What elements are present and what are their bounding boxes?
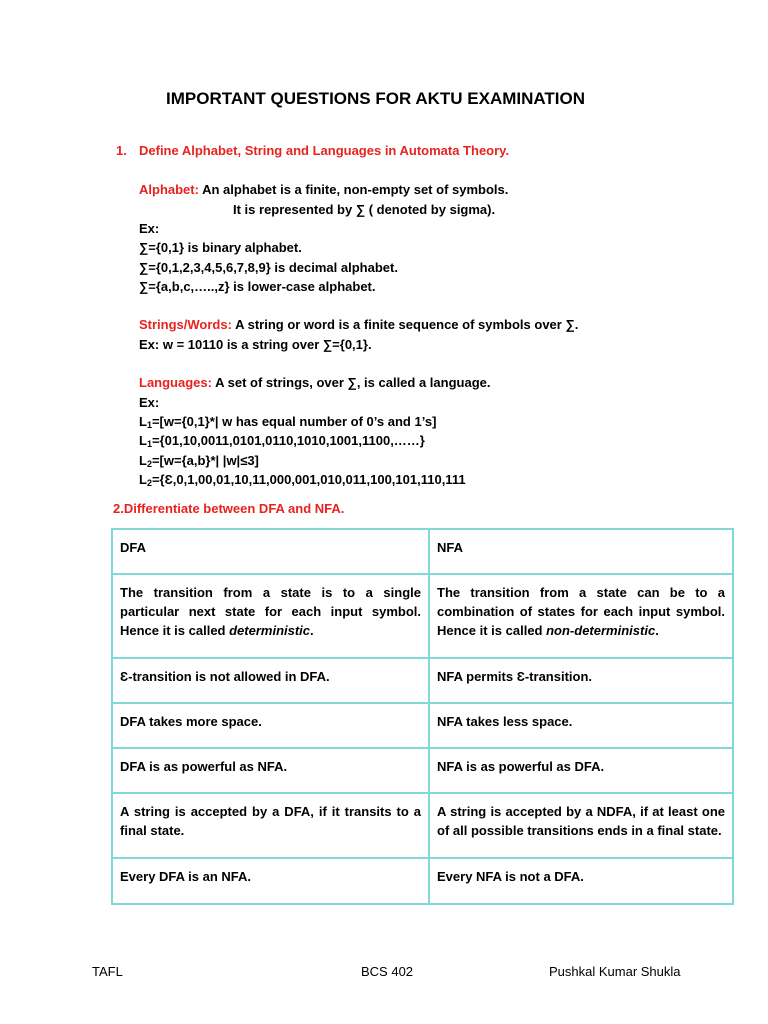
language-expression: ={Ɛ,0,1,00,01,10,11,000,001,010,011,100,101,110,111 xyxy=(151,472,466,487)
strings-term: Strings/Words: xyxy=(139,317,232,332)
table-cell-dfa: Ɛ-transition is not allowed in DFA. xyxy=(112,658,429,703)
footer-author: Pushkal Kumar Shukla xyxy=(549,964,681,979)
q1-number: 1. xyxy=(116,143,127,158)
cell-text: The transition from a state can be to a combination of states for each input symbol. Hence it is called xyxy=(437,585,725,638)
alphabet-example-2: ∑={0,1,2,3,4,5,6,7,8,9} is decimal alphabet. xyxy=(139,260,398,275)
table-header-dfa: DFA xyxy=(112,529,429,574)
table-row xyxy=(112,703,733,748)
cell-emphasis: non-deterministic xyxy=(546,623,656,638)
languages-ex-label: Ex: xyxy=(139,395,160,410)
q2-heading: 2.Differentiate between DFA and NFA. xyxy=(113,501,345,516)
dfa-nfa-comparison-table xyxy=(111,528,734,905)
page-title: IMPORTANT QUESTIONS FOR AKTU EXAMINATION xyxy=(166,89,586,108)
language-expression: =[w={0,1}*| w has equal number of 0’s and 1’s] xyxy=(151,414,437,429)
language-subscript: 1 xyxy=(146,420,152,430)
table-cell-dfa xyxy=(112,574,429,658)
language-name: L xyxy=(139,433,147,448)
alphabet-def-line1: An alphabet is a finite, non-empty set of symbols. xyxy=(202,182,509,197)
languages-term: Languages: xyxy=(139,375,212,390)
table-row xyxy=(112,858,733,904)
table-row xyxy=(112,574,733,658)
footer-subject: TAFL xyxy=(92,964,123,979)
alphabet-ex-label: Ex: xyxy=(139,221,160,236)
footer-course-code: BCS 402 xyxy=(361,964,414,979)
language-l2-set xyxy=(139,470,466,493)
strings-example: Ex: w = 10110 is a string over ∑={0,1}. xyxy=(139,337,372,352)
table-row xyxy=(112,793,733,858)
languages-def: A set of strings, over ∑, is called a language. xyxy=(215,375,491,390)
table-cell-nfa: A string is accepted by a NDFA, if at least one of all possible transitions ends in a final state. xyxy=(429,793,733,858)
strings-definition xyxy=(139,315,578,334)
alphabet-def-line2: It is represented by ∑ ( denoted by sigma). xyxy=(233,202,496,217)
table-cell-nfa: NFA takes less space. xyxy=(429,703,733,748)
language-name: L xyxy=(139,472,147,487)
language-expression: ={01,10,0011,0101,0110,1010,1001,1100,……} xyxy=(151,433,425,448)
table-row xyxy=(112,658,733,703)
table-header-row xyxy=(112,529,733,574)
table-cell-nfa: NFA is as powerful as DFA. xyxy=(429,748,733,793)
languages-definition xyxy=(139,373,490,392)
table-cell-dfa: Every DFA is an NFA. xyxy=(112,858,429,904)
alphabet-term: Alphabet: xyxy=(139,182,199,197)
table-cell-dfa: A string is accepted by a DFA, if it transits to a final state. xyxy=(112,793,429,858)
language-subscript: 2 xyxy=(146,478,152,488)
table-row xyxy=(112,748,733,793)
alphabet-example-1: ∑={0,1} is binary alphabet. xyxy=(139,240,302,255)
language-name: L xyxy=(139,453,147,468)
alphabet-definition xyxy=(139,180,508,199)
language-subscript: 1 xyxy=(146,439,152,449)
table-cell-nfa xyxy=(429,574,733,658)
alphabet-example-3: ∑={a,b,c,…..,z} is lower-case alphabet. xyxy=(139,279,376,294)
strings-def: A string or word is a finite sequence of symbols over ∑. xyxy=(235,317,579,332)
language-subscript: 2 xyxy=(146,459,152,469)
cell-text-end: . xyxy=(655,623,659,638)
language-expression: =[w={a,b}*| |w|≤3] xyxy=(151,453,259,468)
cell-text-end: . xyxy=(310,623,314,638)
table-cell-nfa: NFA permits Ɛ-transition. xyxy=(429,658,733,703)
language-name: L xyxy=(139,414,147,429)
table-cell-dfa: DFA is as powerful as NFA. xyxy=(112,748,429,793)
table-header-nfa: NFA xyxy=(429,529,733,574)
cell-emphasis: deterministic xyxy=(229,623,311,638)
cell-text: The transition from a state is to a single particular next state for each input symbol. Hence it is called xyxy=(120,585,421,638)
table-cell-dfa: DFA takes more space. xyxy=(112,703,429,748)
q1-heading: Define Alphabet, String and Languages in Automata Theory. xyxy=(139,143,510,158)
table-cell-nfa: Every NFA is not a DFA. xyxy=(429,858,733,904)
